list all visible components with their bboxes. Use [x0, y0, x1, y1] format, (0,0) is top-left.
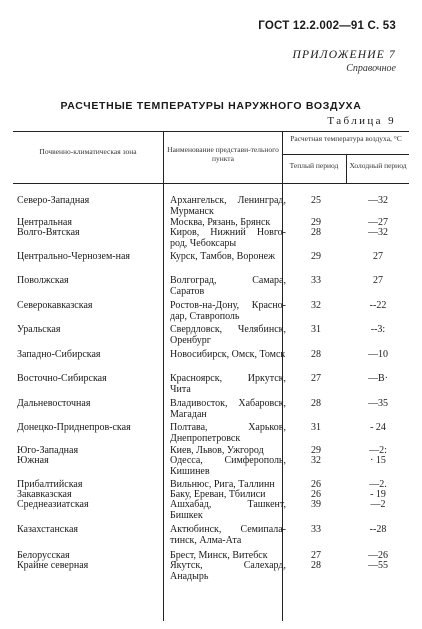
cold-cell: —2 [370, 499, 386, 510]
cold-cell: —27 [368, 217, 388, 228]
points-cell: Волгоград, Самара, Саратов [170, 275, 286, 297]
zone-cell: Дальневосточная [17, 398, 91, 409]
column-header-cold: Холодный период [349, 161, 407, 170]
cold-cell: —2: [369, 445, 387, 456]
cold-cell: - 24 [370, 422, 386, 433]
points-cell: Красноярск, Иркутск, Чита [170, 373, 286, 395]
points-cell: Баку, Ереван, Тбилиси [170, 489, 266, 500]
cold-cell: 27 [373, 275, 383, 286]
warm-cell: 26 [311, 489, 321, 500]
column-divider [163, 131, 164, 621]
zone-cell: Закавказская [17, 489, 72, 500]
cold-cell: —32 [368, 195, 388, 206]
zone-cell: Уральская [17, 324, 61, 335]
appendix-note: Справочное [346, 63, 396, 74]
table-caption: Таблица 9 [327, 115, 396, 127]
column-header-points: Наименование представи-тельного пункта [167, 145, 279, 163]
points-cell: Курск, Тамбов, Воронеж [170, 251, 276, 262]
zone-cell: Волго-Вятская [17, 227, 80, 238]
table-top-rule [13, 131, 409, 132]
warm-cell: 33 [311, 275, 321, 286]
warm-cell: 28 [311, 227, 321, 238]
points-cell: Актюбинск, Семипала-тинск, Алма-Ата [170, 524, 286, 546]
column-header-temperature: Расчетная температура воздуха, °С [290, 134, 402, 143]
warm-cell: 28 [311, 560, 321, 571]
points-cell: Киев, Львов, Ужгород [170, 445, 264, 456]
cold-cell: —32 [368, 227, 388, 238]
cold-cell: - 19 [370, 489, 386, 500]
zone-cell: Среднеазиатская [17, 499, 89, 510]
points-cell: Полтава, Харьков, Днепропетровск [170, 422, 286, 444]
warm-cell: 25 [311, 195, 321, 206]
document-title: РАСЧЕТНЫЕ ТЕМПЕРАТУРЫ НАРУЖНОГО ВОЗДУХА [60, 100, 362, 112]
warm-cell: 33 [311, 524, 321, 535]
warm-cell: 32 [311, 455, 321, 466]
points-cell: Ростов-на-Дону, Красно-дар, Ставрополь [170, 300, 286, 322]
cold-cell: --28 [369, 524, 387, 535]
zone-cell: Донецко-Приднепров-ская [17, 422, 131, 433]
cold-cell: —55 [368, 560, 388, 571]
points-cell: Москва, Рязань, Брянск [170, 217, 271, 228]
standard-number: ГОСТ 12.2.002—91 С. 53 [258, 20, 396, 32]
column-header-warm: Теплый период [289, 161, 339, 170]
warm-cell: 27 [311, 373, 321, 384]
points-cell: Владивосток, Хабаровск, Магадан [170, 398, 286, 420]
points-cell: Ашхабад, Ташкент, Бишкек [170, 499, 286, 521]
points-cell: Якутск, Салехард, Анадырь [170, 560, 286, 582]
zone-cell: Западно-Сибирская [17, 349, 101, 360]
cold-cell: —26 [368, 550, 388, 561]
warm-cell: 27 [311, 550, 321, 561]
header-bottom-rule [13, 183, 409, 184]
points-cell: Брест, Минск, Витебск [170, 550, 268, 561]
zone-cell: Поволжская [17, 275, 69, 286]
points-cell: Архангельск, Ленинград, Мурманск [170, 195, 286, 217]
warm-cell: 29 [311, 251, 321, 262]
warm-cell: 26 [311, 479, 321, 490]
cold-cell: · 15 [370, 455, 386, 466]
warm-cell: 31 [311, 422, 321, 433]
warm-cell: 28 [311, 349, 321, 360]
zone-cell: Центрально-Чернозем-ная [17, 251, 130, 262]
cold-cell: —35 [368, 398, 388, 409]
cold-cell: 27 [373, 251, 383, 262]
warm-cell: 32 [311, 300, 321, 311]
zone-cell: Центральная [17, 217, 72, 228]
zone-cell: Казахстанская [17, 524, 78, 535]
warm-cell: 28 [311, 398, 321, 409]
points-cell: Одесса, Симферополь, Кишинев [170, 455, 286, 477]
zone-cell: Северо-Западная [17, 195, 90, 206]
column-header-zone: Почвенно-климатическая зона [39, 147, 137, 156]
cold-cell: —10 [368, 349, 388, 360]
zone-cell: Северокавказская [17, 300, 93, 311]
points-cell: Киров, Нижний Новго-род, Чебоксары [170, 227, 286, 249]
temperature-table [13, 131, 409, 621]
warm-cell: 39 [311, 499, 321, 510]
zone-cell: Прибалтийская [17, 479, 83, 490]
cold-cell: —2. [369, 479, 387, 490]
zone-cell: Восточно-Сибирская [17, 373, 107, 384]
cold-cell: --3: [370, 324, 386, 335]
column-divider [346, 154, 347, 184]
warm-cell: 31 [311, 324, 321, 335]
cold-cell: —В· [368, 373, 388, 384]
cold-cell: --22 [369, 300, 387, 311]
warm-cell: 29 [311, 445, 321, 456]
points-cell: Вильнюс, Рига, Таллинн [170, 479, 275, 490]
zone-cell: Юго-Западная [17, 445, 79, 456]
appendix-label: ПРИЛОЖЕНИЕ 7 [292, 49, 396, 61]
points-cell: Свердловск, Челябинск, Оренбург [170, 324, 286, 346]
zone-cell: Южная [17, 455, 49, 466]
warm-cell: 29 [311, 217, 321, 228]
zone-cell: Крайне северная [17, 560, 89, 571]
zone-cell: Белорусская [17, 550, 70, 561]
points-cell: Новосибирск, Омск, Томск [170, 349, 286, 360]
